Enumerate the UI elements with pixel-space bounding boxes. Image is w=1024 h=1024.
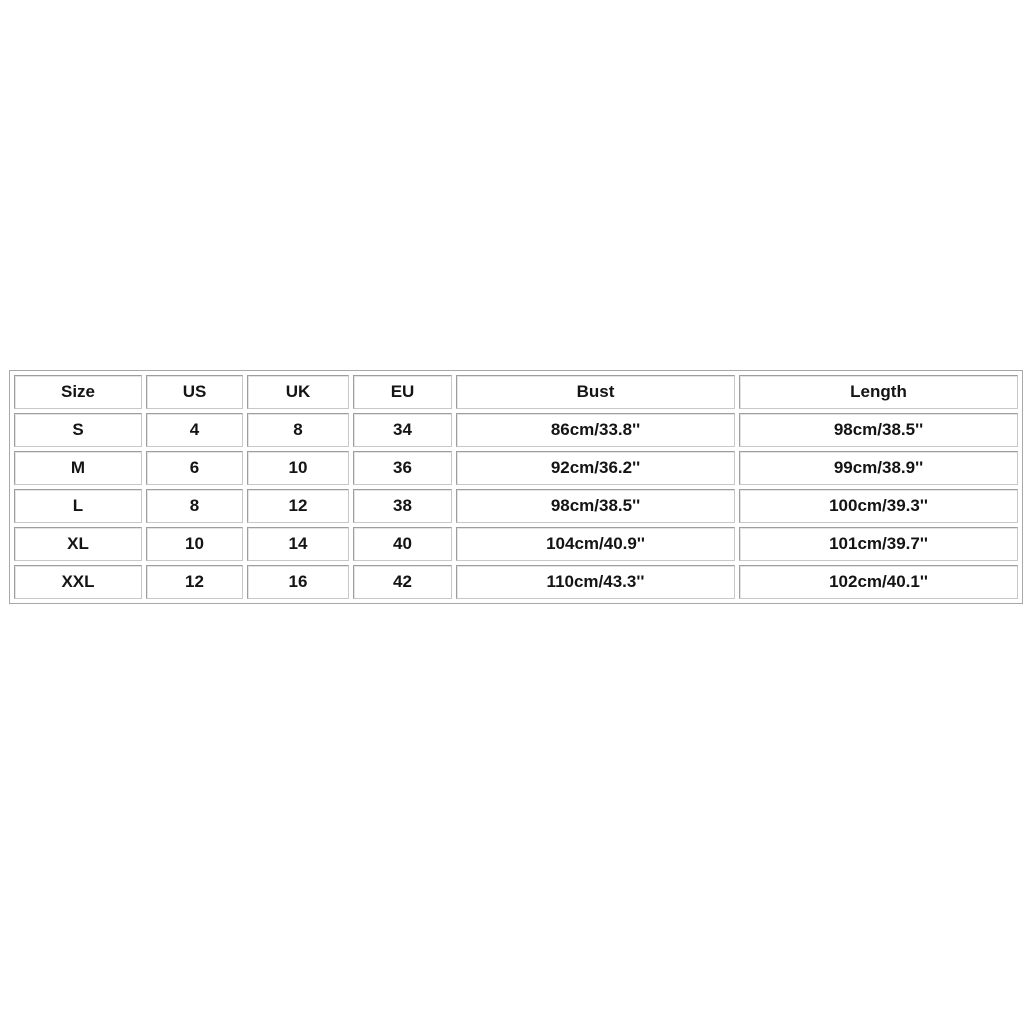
table-row bbox=[14, 527, 1018, 561]
cell-uk: 14 bbox=[247, 527, 349, 561]
table-header-row bbox=[14, 375, 1018, 409]
cell-length: 99cm/38.9'' bbox=[739, 451, 1018, 485]
cell-us: 6 bbox=[146, 451, 243, 485]
column-header-us: US bbox=[146, 375, 243, 409]
column-header-eu: EU bbox=[353, 375, 452, 409]
cell-bust: 110cm/43.3'' bbox=[456, 565, 735, 599]
cell-bust: 92cm/36.2'' bbox=[456, 451, 735, 485]
cell-length: 102cm/40.1'' bbox=[739, 565, 1018, 599]
column-header-size: Size bbox=[14, 375, 142, 409]
cell-eu: 34 bbox=[353, 413, 452, 447]
cell-bust: 86cm/33.8'' bbox=[456, 413, 735, 447]
cell-bust: 98cm/38.5'' bbox=[456, 489, 735, 523]
table-row bbox=[14, 565, 1018, 599]
cell-bust: 104cm/40.9'' bbox=[456, 527, 735, 561]
cell-length: 100cm/39.3'' bbox=[739, 489, 1018, 523]
cell-length: 101cm/39.7'' bbox=[739, 527, 1018, 561]
column-header-length: Length bbox=[739, 375, 1018, 409]
table-row bbox=[14, 489, 1018, 523]
column-header-bust: Bust bbox=[456, 375, 735, 409]
size-chart-table bbox=[9, 370, 1023, 604]
cell-size: M bbox=[14, 451, 142, 485]
cell-us: 4 bbox=[146, 413, 243, 447]
cell-eu: 36 bbox=[353, 451, 452, 485]
cell-uk: 8 bbox=[247, 413, 349, 447]
cell-uk: 12 bbox=[247, 489, 349, 523]
cell-length: 98cm/38.5'' bbox=[739, 413, 1018, 447]
table-row bbox=[14, 451, 1018, 485]
cell-uk: 16 bbox=[247, 565, 349, 599]
table-row bbox=[14, 413, 1018, 447]
cell-us: 10 bbox=[146, 527, 243, 561]
cell-eu: 40 bbox=[353, 527, 452, 561]
cell-eu: 38 bbox=[353, 489, 452, 523]
column-header-uk: UK bbox=[247, 375, 349, 409]
cell-size: L bbox=[14, 489, 142, 523]
cell-uk: 10 bbox=[247, 451, 349, 485]
cell-eu: 42 bbox=[353, 565, 452, 599]
cell-size: S bbox=[14, 413, 142, 447]
cell-size: XL bbox=[14, 527, 142, 561]
cell-us: 8 bbox=[146, 489, 243, 523]
cell-size: XXL bbox=[14, 565, 142, 599]
cell-us: 12 bbox=[146, 565, 243, 599]
